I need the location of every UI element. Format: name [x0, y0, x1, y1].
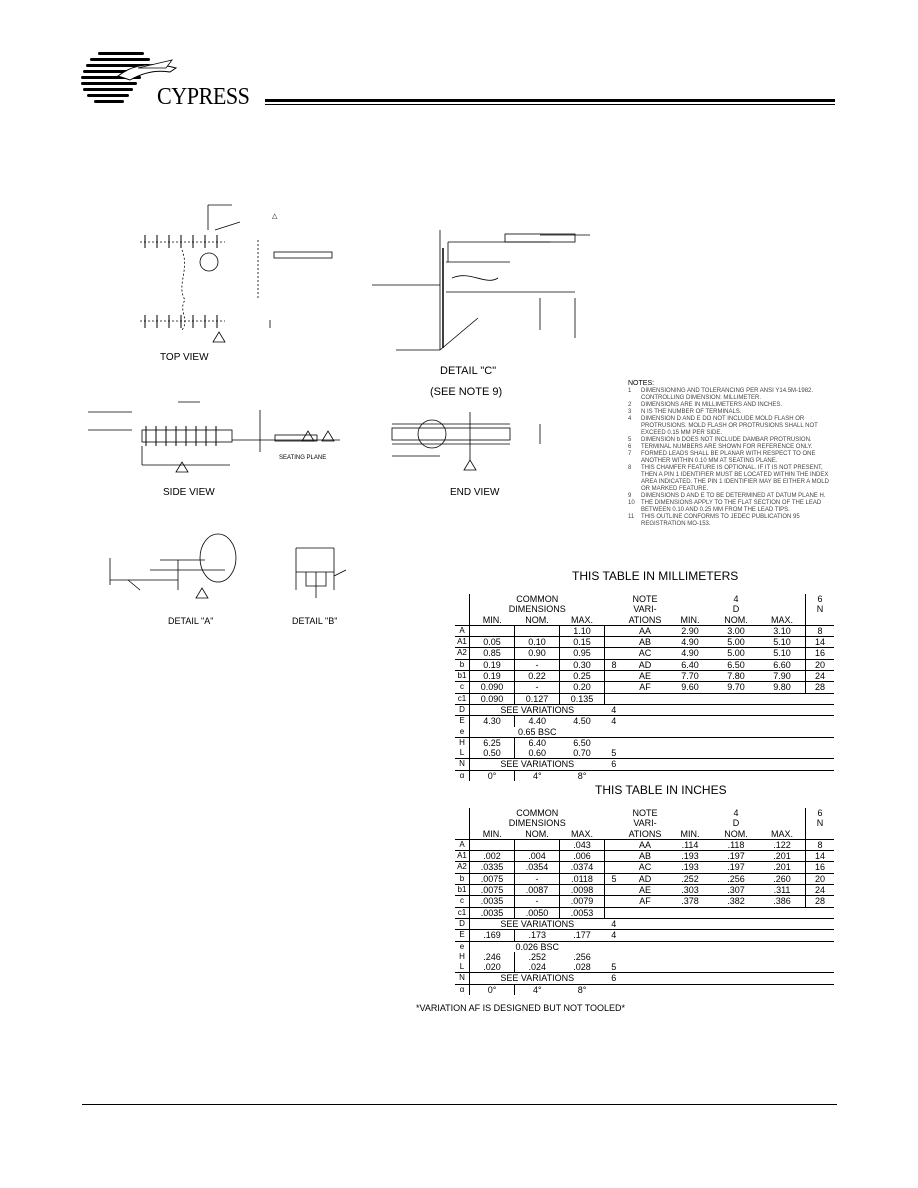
note-item: 4 DIMENSION D AND E DO NOT INCLUDE MOLD FLASH OR PROTRUSIONS. MOLD FLASH OR PROTRUSIONS SHALL NOT EXCEED 0.15 MM PER SIDE.: [628, 416, 818, 436]
header-d-nom: NOM.: [724, 828, 748, 839]
table-row: H 6.25 6.40 6.50: [455, 737, 834, 748]
header-6: 6: [806, 808, 835, 818]
table-row: c1 .0035 .0050 .0053: [455, 907, 834, 918]
table-row: A 1.10 AA 2.90 3.00 3.10 8: [455, 625, 834, 636]
table-row: c 0.090 - 0.20 AF 9.60 9.70 9.80 28: [455, 682, 834, 693]
table-row: A2 0.85 0.90 0.95 AC 4.90 5.00 5.10 16: [455, 648, 834, 659]
detail-b-label: DETAIL "B": [292, 616, 338, 626]
detail-c-label: DETAIL "C": [440, 365, 497, 377]
header-d-min: MIN.: [680, 614, 700, 625]
header-ations: ATIONS: [628, 614, 662, 625]
note-item: 2 DIMENSIONS ARE IN MILLIMETERS AND INCHES.: [628, 402, 783, 408]
detail-b-drawing: [296, 548, 346, 598]
header-common: COMMON: [470, 594, 605, 604]
note-item: 9 DIMENSIONS D AND E TO BE DETERMINED AT DATUM PLANE H.: [628, 493, 826, 499]
table-row: α 0° 4° 8°: [455, 984, 834, 995]
table-row: e 0.026 BSC: [455, 941, 834, 952]
table-row: e 0.65 BSC: [455, 727, 834, 738]
note-item: 10 THE DIMENSIONS APPLY TO THE FLAT SECTION OF THE LEAD BETWEEN 0.10 AND 0.25 MM FROM THE LEAD TIPS.: [628, 500, 822, 513]
note-item: 3 N IS THE NUMBER OF TERMINALS.: [628, 409, 742, 415]
header-d-max: MAX.: [770, 828, 793, 839]
side-view-drawing: [88, 402, 340, 472]
table-row: E .169 .173 .177 4: [455, 930, 834, 941]
mm-table-title: THIS TABLE IN MILLIMETERS: [572, 569, 739, 583]
note-item: 8 THIS CHAMFER FEATURE IS OPTIONAL. IF IT IS NOT PRESENT, THEN A PIN 1 IDENTIFIER MUST BE LOCATED WITHIN THE INDEX AREA INDICATED. THE PIN 1 IDENTIFIER MAY BE EITHER A MOLD OR MARKED FEATURE.: [628, 465, 829, 492]
seating-plane-label: SEATING PLANE: [279, 455, 327, 461]
header-dimensions: DIMENSIONS: [470, 604, 605, 614]
header-nom: NOM.: [525, 828, 549, 839]
header-d: D: [732, 818, 740, 829]
table-row: c .0035 - .0079 AF .378 .382 .386 28: [455, 896, 834, 907]
header-d: D: [732, 604, 740, 615]
header-4: 4: [733, 808, 739, 818]
note-item: 1 DIMENSIONING AND TOLERANCING PER ANSI Y14.5M-1982. CONTROLLING DIMENSION: MILLIMETER.: [628, 388, 814, 401]
table-row: A .043 AA .114 .118 .122 8: [455, 839, 834, 850]
table-row: b1 0.19 0.22 0.25 AE 7.70 7.80 7.90 24: [455, 671, 834, 682]
header-rule: [265, 99, 835, 102]
header-common: COMMON: [470, 808, 605, 818]
company-name: CYPRESS: [157, 84, 250, 110]
table-row: L 0.50 0.60 0.70 5: [459, 748, 617, 759]
variation-footnote: *VARIATION AF IS DESIGNED BUT NOT TOOLED*: [416, 1003, 626, 1013]
table-row: D SEE VARIATIONS 4: [455, 704, 834, 715]
header-note: NOTE: [632, 594, 658, 604]
note-item: 11 THIS OUTLINE CONFORMS TO JEDEC PUBLICATION 95 REGISTRATION MO-153.: [628, 514, 800, 527]
table-row: b1 .0075 .0087 .0098 AE .303 .307 .311 24: [455, 885, 834, 896]
top-view-drawing: [140, 205, 332, 342]
header-d-max: MAX.: [770, 614, 793, 625]
table-row: A1 0.05 0.10 0.15 AB 4.90 5.00 5.10 14: [455, 637, 834, 648]
table-row: L .020 .024 .028 5: [459, 962, 617, 973]
top-view-label: TOP VIEW: [160, 352, 209, 363]
side-view-label: SIDE VIEW: [163, 487, 215, 498]
note-item: 5 DIMENSION b DOES NOT INCLUDE DAMBAR PROTRUSION.: [628, 437, 812, 443]
svg-text:△: △: [272, 213, 278, 220]
table-row: E 4.30 4.40 4.50 4: [455, 716, 834, 727]
header-nom: NOM.: [525, 614, 549, 625]
end-view-drawing: [392, 412, 540, 470]
table-row: b 0.19 - 0.30 8 AD 6.40 6.50 6.60 20: [455, 659, 834, 670]
table-row: c1 0.090 0.127 0.135: [455, 693, 834, 704]
footer-rule: [82, 1104, 837, 1105]
header-d-nom: NOM.: [724, 614, 748, 625]
header-4: 4: [733, 594, 739, 604]
see-note-9-label: (SEE NOTE 9): [430, 386, 503, 398]
table-row: α 0° 4° 8°: [455, 770, 834, 781]
table-row: D SEE VARIATIONS 4: [455, 918, 834, 929]
detail-c-drawing: [372, 230, 590, 350]
table-row: H .246 .252 .256: [459, 951, 591, 962]
header-vari: VARI-: [633, 604, 657, 615]
header-n: N: [806, 604, 835, 614]
in-table-title: THIS TABLE IN INCHES: [595, 783, 727, 797]
header-max: MAX.: [570, 614, 593, 625]
header-min: MIN.: [470, 829, 515, 840]
header-vari: VARI-: [633, 818, 657, 829]
table-row: b .0075 - .0118 5 AD .252 .256 .260 20: [455, 873, 834, 884]
header-6: 6: [806, 594, 835, 604]
header-d-min: MIN.: [680, 828, 700, 839]
in-dimension-table: [455, 808, 834, 995]
table-row: A1 .002 .004 .006 AB .193 .197 .201 14: [455, 851, 834, 862]
end-view-label: END VIEW: [450, 487, 500, 498]
header-note: NOTE: [632, 808, 658, 818]
table-row: N SEE VARIATIONS 6: [455, 973, 834, 984]
note-item: 6 TERMINAL NUMBERS ARE SHOWN FOR REFERENCE ONLY.: [628, 444, 813, 450]
header-ations: ATIONS: [628, 828, 662, 839]
note-item: 7 FORMED LEADS SHALL BE PLANAR WITH RESPECT TO ONE ANOTHER WITHIN 0.10 MM AT SEATING PLANE.: [628, 451, 816, 464]
header-min: MIN.: [470, 615, 515, 626]
detail-a-drawing: [110, 534, 236, 598]
notes-block: [628, 380, 833, 528]
header-max: MAX.: [570, 828, 593, 839]
detail-a-label: DETAIL "A": [168, 616, 214, 626]
notes-heading: NOTES:: [628, 380, 655, 387]
table-row: A2 .0335 .0354 .0374 AC .193 .197 .201 16: [455, 862, 834, 873]
header-dimensions: DIMENSIONS: [470, 818, 605, 828]
mm-dimension-table: [455, 594, 834, 781]
header-n: N: [806, 818, 835, 828]
table-row: N SEE VARIATIONS 6: [455, 759, 834, 770]
header-rule-thin: [265, 104, 835, 105]
